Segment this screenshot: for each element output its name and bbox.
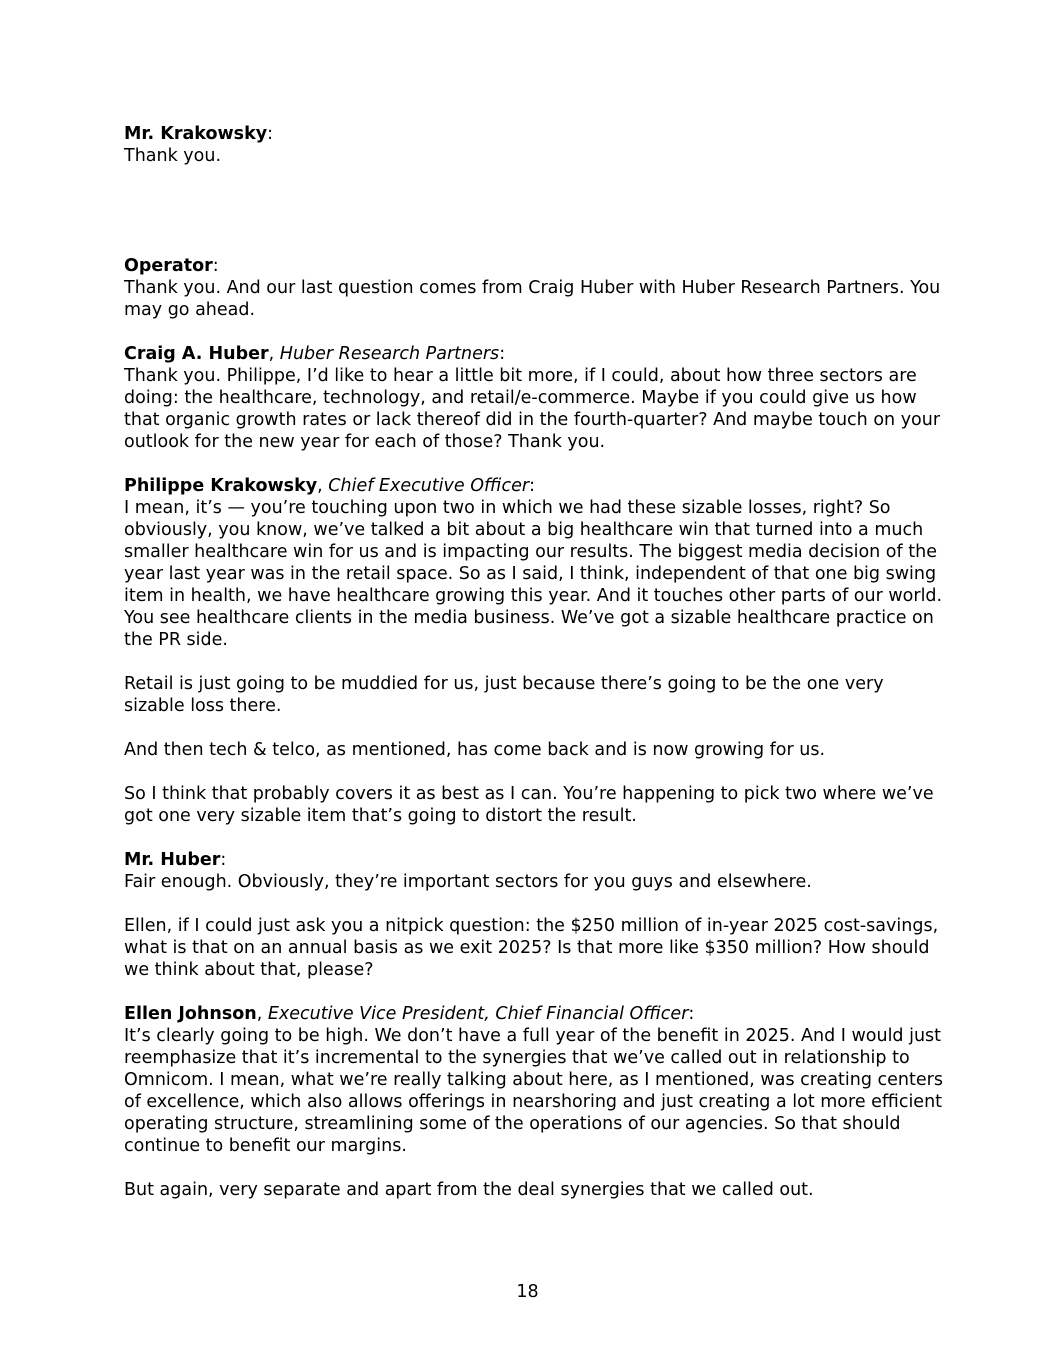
speaker-name: Craig A. Huber <box>124 344 269 364</box>
page-number: 18 <box>516 1282 539 1302</box>
speaker-heading: Craig A. Huber, Huber Research Partners: <box>124 344 506 364</box>
transcript-page <box>124 123 944 1223</box>
speaker-block-craig-huber <box>124 343 944 453</box>
speaker-paragraph: So I think that probably covers it as best as I can. You’re happening to pick two where we’ve got one very sizable item that’s going to distort the result. <box>124 784 934 826</box>
speaker-name: Mr. Huber <box>124 850 221 870</box>
speaker-heading: Philippe Krakowsky, Chief Executive Officer: <box>124 476 535 496</box>
speaker-paragraph: I mean, it’s — you’re touching upon two in which we had these sizable losses, right? So obviously, you know, we’ve talked a bit about a big healthcare win that turned into a much smaller healthcare win for us and is impacting our results. The biggest media decision of the year last year was in the retail space. So as I said, I think, independent of that one big swing item in health, we have healthcare growing this year. And it touches other parts of our world. You see healthcare clients in the media business. We’ve got a sizable healthcare practice on the PR side. <box>124 498 943 650</box>
speaker-paragraph: And then tech & telco, as mentioned, has come back and is now growing for us. <box>124 740 826 760</box>
speaker-block-mr-huber <box>124 849 944 981</box>
speaker-block-operator <box>124 255 944 321</box>
speaker-name: Ellen Johnson <box>124 1004 257 1024</box>
speaker-block-krakowsky <box>124 123 944 167</box>
speaker-heading: Operator: <box>124 256 219 276</box>
speaker-paragraph: Thank you. <box>124 146 222 166</box>
speaker-paragraph: Thank you. And our last question comes from Craig Huber with Huber Research Partners. You may go ahead. <box>124 278 941 320</box>
speaker-heading: Ellen Johnson, Executive Vice President, Chief Financial Officer: <box>124 1004 695 1024</box>
speaker-name: Mr. Krakowsky <box>124 124 268 144</box>
speaker-block-ellen-johnson <box>124 1003 944 1201</box>
speaker-paragraph: But again, very separate and apart from the deal synergies that we called out. <box>124 1180 814 1200</box>
speaker-title: Executive Vice President, Chief Financial Officer <box>267 1004 689 1024</box>
speaker-name: Philippe Krakowsky <box>124 476 318 496</box>
speaker-heading: Mr. Huber: <box>124 850 227 870</box>
speaker-title: Huber Research Partners <box>279 344 500 364</box>
speaker-paragraph: Ellen, if I could just ask you a nitpick question: the $250 million of in-year 2025 cost-savings, what is that on an annual basis as we exit 2025? Is that more like $350 million? How should we think about that, please? <box>124 916 939 980</box>
speaker-paragraph: Retail is just going to be muddied for us, just because there’s going to be the one very sizable loss there. <box>124 674 884 716</box>
speaker-heading: Mr. Krakowsky: <box>124 124 274 144</box>
speaker-name: Operator <box>124 256 213 276</box>
speaker-block-philippe-krakowsky <box>124 475 944 827</box>
speaker-paragraph: It’s clearly going to be high. We don’t have a full year of the benefit in 2025. And I would just reemphasize that it’s incremental to the synergies that we’ve called out in relationship to Omnicom. I mean, what we’re really talking about here, as I mentioned, was creating centers of excellence, which also allows offerings in nearshoring and just creating a lot more efficient operating structure, streamlining some of the operations of our agencies. So that should continue to benefit our margins. <box>124 1026 943 1156</box>
speaker-title: Chief Executive Officer <box>328 476 530 496</box>
speaker-paragraph: Fair enough. Obviously, they’re important sectors for you guys and elsewhere. <box>124 872 812 892</box>
speaker-paragraph: Thank you. Philippe, I’d like to hear a little bit more, if I could, about how three sectors are doing: the healthcare, technology, and retail/e-commerce. Maybe if you could give us how that organic growth rates or lack thereof did in the fourth-quarter? And maybe touch on your outlook for the new year for each of those? Thank you. <box>124 366 941 452</box>
spacer <box>124 189 944 255</box>
